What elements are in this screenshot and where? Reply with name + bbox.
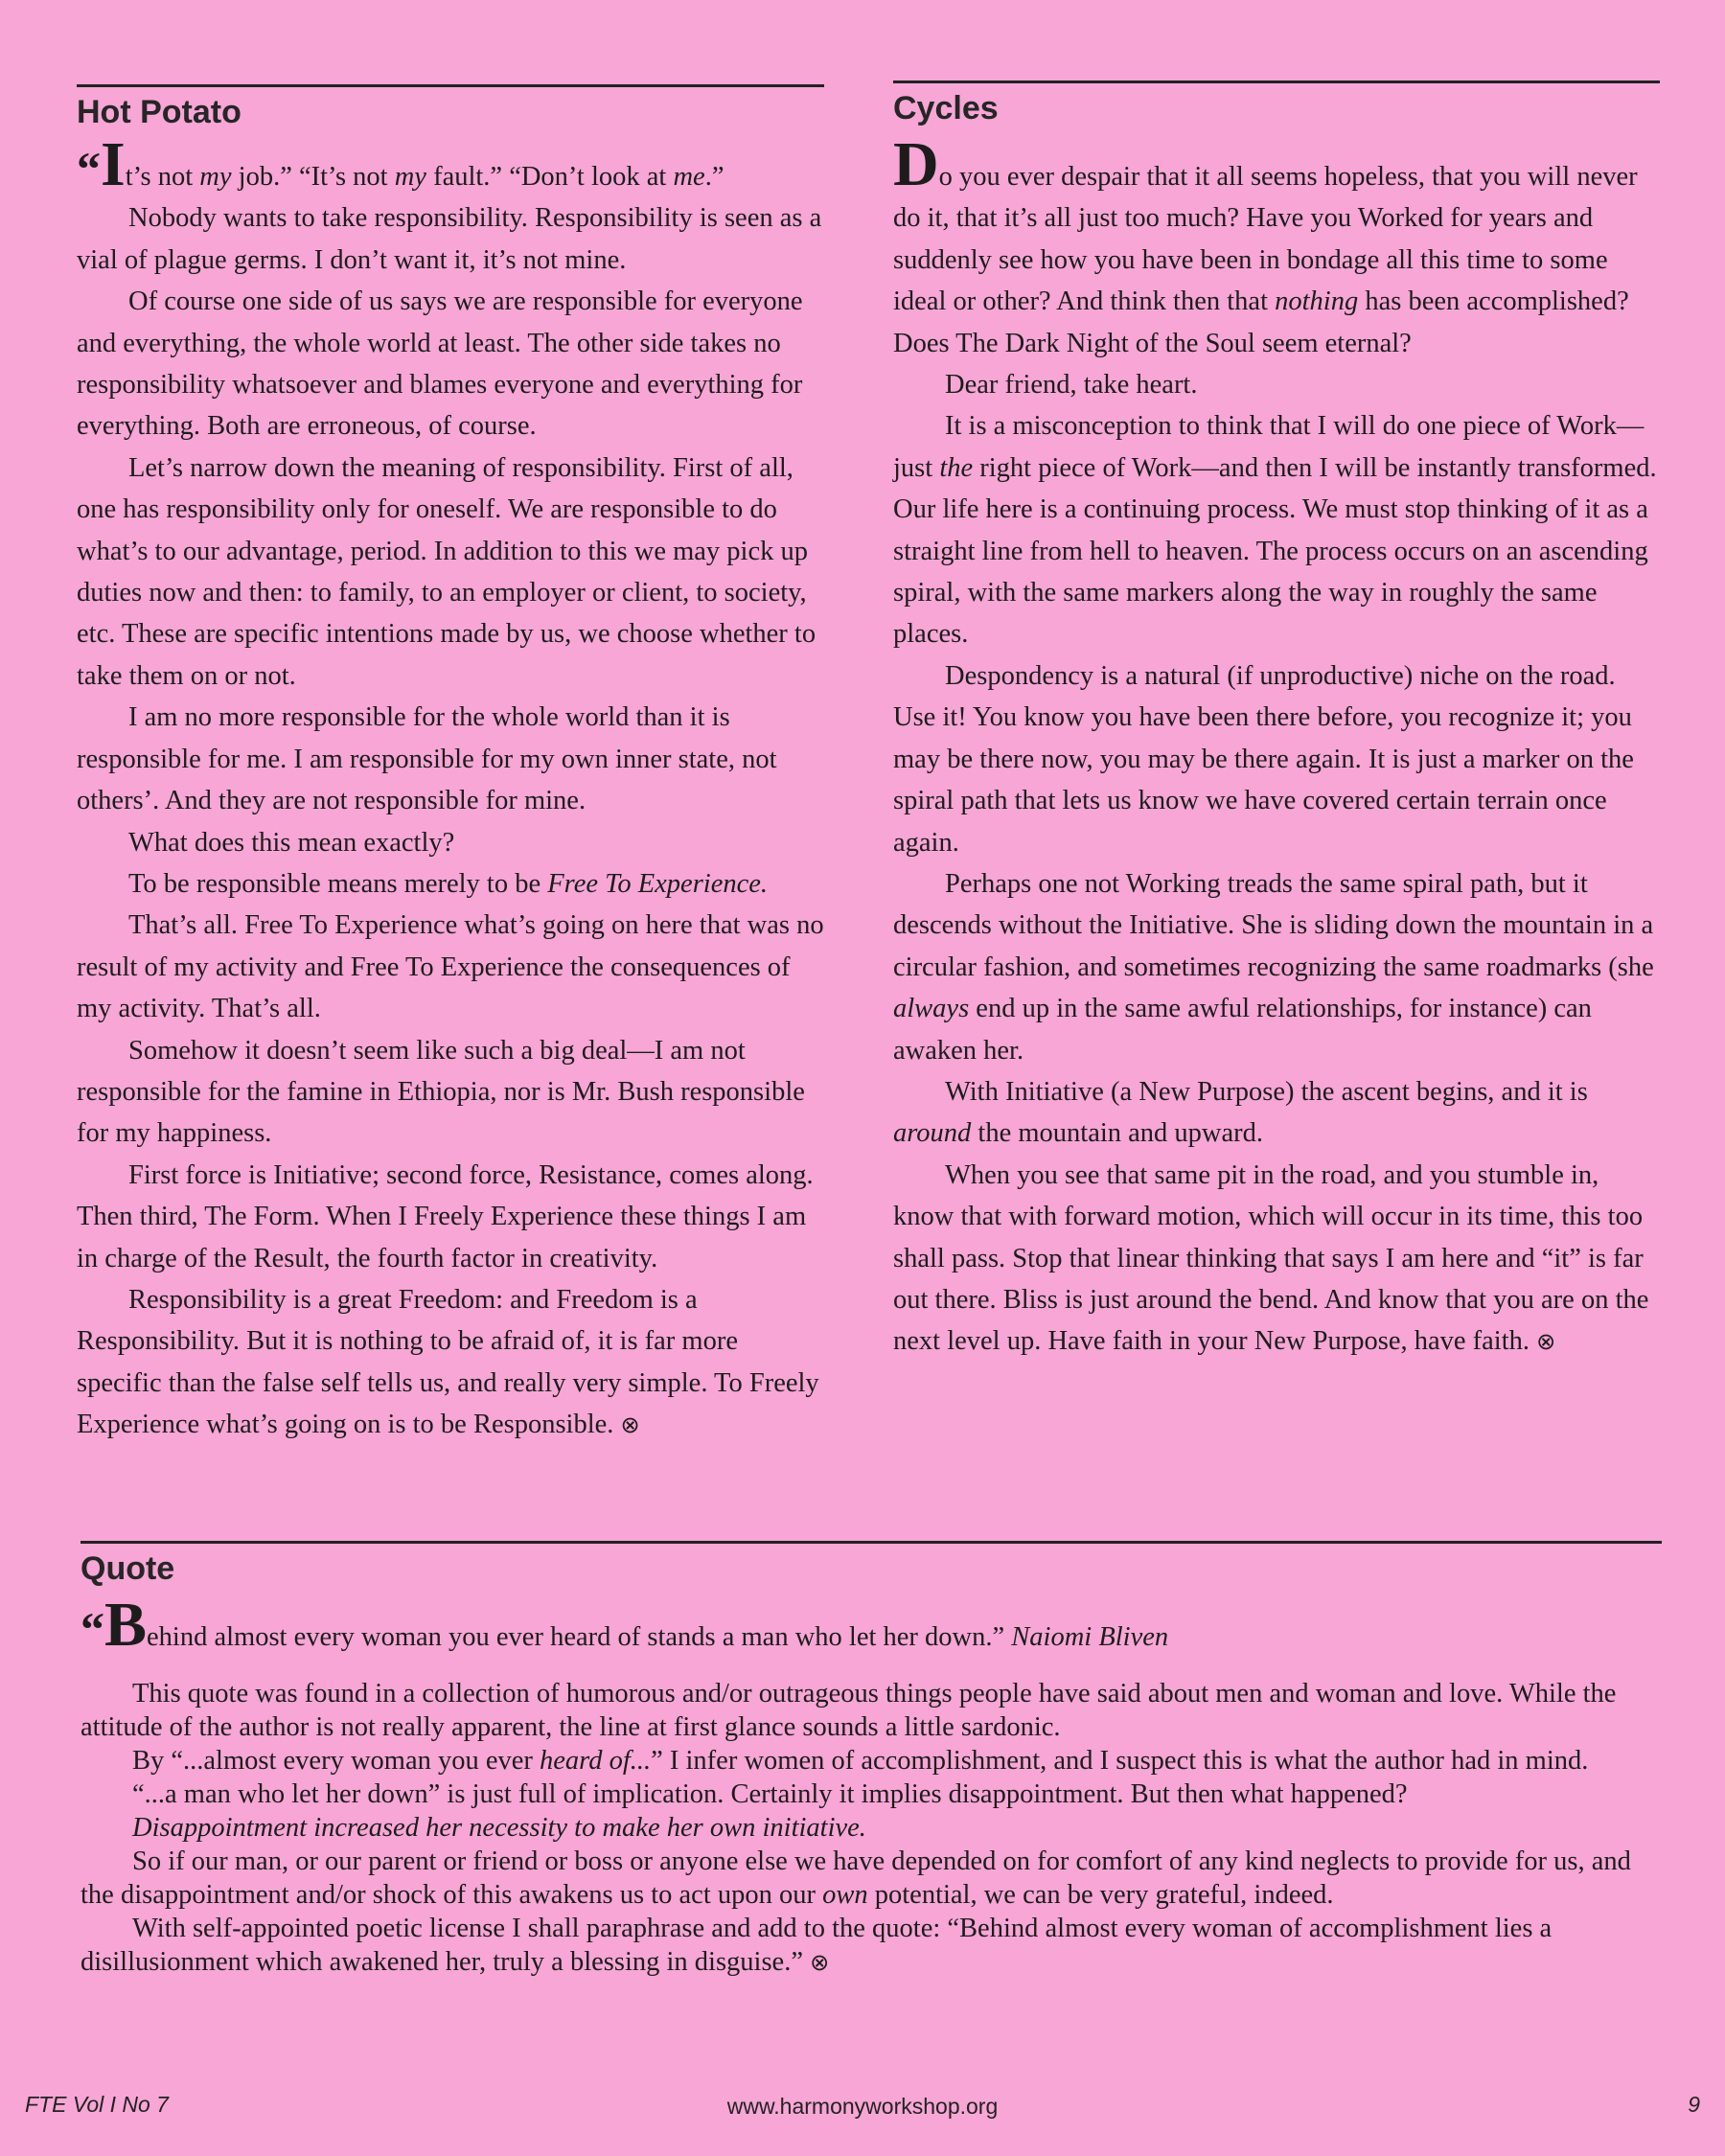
paragraph: This quote was found in a collection of humorous and/or outrageous things people have said about men and woman and love. While the attitude of the author is not really apparent, the line at first glance sounds a little sardonic.	[80, 1679, 1617, 1742]
footer-website[interactable]: www.harmonyworkshop.org	[726, 2094, 999, 2119]
quote-article	[80, 1541, 1662, 1980]
paragraph: To be responsible means merely to be Free To Experience.	[128, 868, 769, 899]
paragraph: First force is Initiative; second force, Resistance, comes along. Then third, The Form. When I Freely Experience these things I am in charge of the Result, the fourth factor in creativity.	[77, 1159, 814, 1273]
paragraph: Nobody wants to take responsibility. Responsibility is seen as a vial of plague germs. I don’t want it, it’s not mine.	[77, 203, 822, 275]
end-mark-icon: ⊗	[620, 1411, 640, 1439]
paragraph: So if our man, or our parent or friend or boss or anyone else we have depended on for comfort of any kind neglects to provide for us, and the disappointment and/or shock of this awakens us to act upon our own potential, we can be very grateful, indeed.	[80, 1846, 1631, 1910]
article-body	[80, 1590, 1662, 1980]
article-body	[893, 129, 1660, 1364]
paragraph: Responsibility is a great Freedom: and Freedom is a Responsibility. But it is nothing to be afraid of, it is far more specific than the false self tells us, and really very simple. To Freely Experience what’s going on is to be Responsible. ⊗	[77, 1284, 819, 1440]
paragraph: Perhaps one not Working treads the same spiral path, but it descends without the Initiative. She is sliding down the mountain in a circular fashion, and sometimes recognizing the same roadmarks (she always end up in the same awful relationships, for instance) can awaken her.	[893, 868, 1654, 1066]
section-heading: Cycles	[893, 90, 999, 126]
paragraph: With self-appointed poetic license I shall paraphrase and add to the quote: “Behind almost every woman of accomplishment lies a disillusionment which awakened her, truly a blessing in disguise.” ⊗	[80, 1914, 1552, 1977]
paragraph: I am no more responsible for the whole world than it is responsible for me. I am responsible for my own inner state, not others’. And they are not responsible for mine.	[77, 702, 777, 816]
paragraph: When you see that same pit in the road, and you stumble in, know that with forward motion, which will occur in its time, this too shall pass. Stop that linear thinking that says I am here and “it” is far out there. Bliss is just around the bend. And know that you are on the next level up. Have faith in your New Purpose, have faith. ⊗	[893, 1159, 1649, 1357]
end-mark-icon: ⊗	[810, 1949, 830, 1976]
section-rule	[893, 80, 1660, 83]
paragraph: Let’s narrow down the meaning of responsibility. First of all, one has responsibility only for oneself. We are responsible to do what’s to our advantage, period. In addition to this we may pick up duties now and then: to family, to an employer or client, to society, etc. These are specific intentions made by us, we choose whether to take them on or not.	[77, 452, 816, 691]
section-heading: Hot Potato	[77, 94, 242, 130]
quote-author: Naiomi Bliven	[1011, 1622, 1169, 1652]
paragraph: Do you ever despair that it all seems hopeless, that you will never do it, that it’s all just too much? Have you Worked for years and suddenly see how you have been in bondage all this time to some ideal or other? And think then that nothing has been accomplished? Does The Dark Night of the Soul seem eternal?	[893, 129, 1638, 358]
footer-issue: FTE Vol I No 7	[25, 2092, 169, 2117]
paragraph: With Initiative (a New Purpose) the ascent begins, and it is around the mountain and upward.	[893, 1076, 1588, 1149]
drop-cap: D	[893, 129, 939, 199]
paragraph: Disappointment increased her necessity to make her own initiative.	[132, 1813, 866, 1843]
paragraph: It is a misconception to think that I will do one piece of Work—just the right piece of Work—and then I will be instantly transformed. Our life here is a continuing process. We must stop thinking of it as a straight line from hell to heaven. The process occurs on an ascending spiral, with the same markers along the way in roughly the same places.	[893, 411, 1657, 650]
section-heading: Quote	[80, 1550, 175, 1587]
cycles-article	[893, 80, 1660, 1364]
paragraph: Despondency is a natural (if unproductive) niche on the road. Use it! You know you have been there before, you recognize it; you may be there now, you may be there again. It is just a marker on the spiral path that lets us know we have covered certain terrain once again.	[893, 660, 1634, 858]
paragraph: “...a man who let her down” is just full of implication. Certainly it implies disappointment. But then what happened?	[132, 1779, 1408, 1809]
paragraph: Of course one side of us says we are responsible for everyone and everything, the whole world at least. The other side takes no responsibility whatsoever and blames everyone and everything for everything. Both are erroneous, of course.	[77, 287, 803, 442]
paragraph: By “...almost every woman you ever heard of...” I infer women of accomplishment, and I suspect this is what the author had in mind.	[132, 1746, 1589, 1776]
open-quote: “	[77, 142, 101, 195]
paragraph: Dear friend, take heart.	[945, 370, 1198, 401]
paragraph: Somehow it doesn’t seem like such a big deal—I am not responsible for the famine in Ethiopia, nor is Mr. Bush responsible for my happiness.	[77, 1035, 805, 1149]
quote-line: “Behind almost every woman you ever heard of stands a man who let her down.” Naiomi Bliven	[80, 1590, 1169, 1660]
open-quote: “	[80, 1602, 104, 1656]
hot-potato-article	[77, 84, 824, 1447]
end-mark-icon: ⊗	[1536, 1328, 1556, 1356]
paragraph: What does this mean exactly?	[128, 827, 455, 858]
opening-line: “It’s not my job.” “It’s not my fault.” “Don’t look at me.”	[77, 129, 724, 199]
paragraph: That’s all. Free To Experience what’s going on here that was no result of my activity and Free To Experience the consequences of my activity. That’s all.	[77, 910, 824, 1024]
article-body	[77, 129, 824, 1447]
section-rule	[80, 1541, 1662, 1544]
drop-cap: B	[104, 1590, 148, 1660]
section-rule	[77, 84, 824, 87]
footer-page-number: 9	[1688, 2092, 1700, 2117]
drop-cap: I	[101, 129, 126, 199]
